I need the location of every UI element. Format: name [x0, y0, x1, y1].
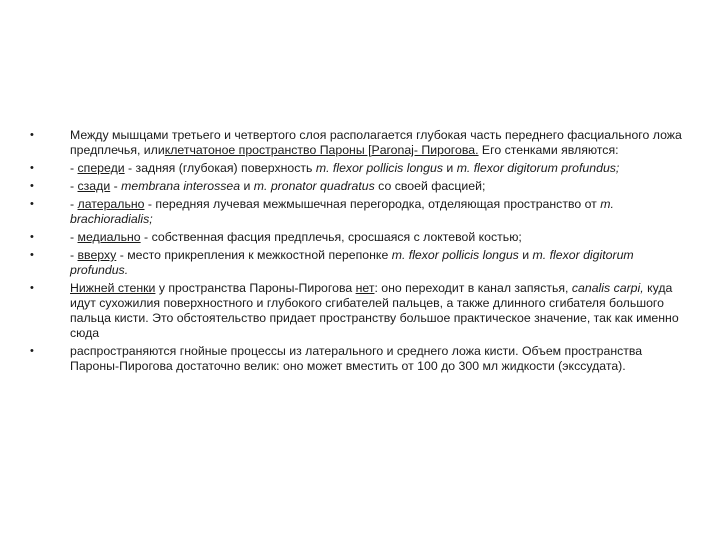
- bullet-icon: •: [30, 162, 34, 174]
- underlined-term: нет: [355, 281, 375, 295]
- list-item: [30, 344, 690, 374]
- underlined-term: сзади: [77, 179, 111, 193]
- bullet-icon: •: [30, 249, 34, 261]
- text: -: [70, 248, 78, 262]
- list-item: [30, 197, 690, 227]
- bullet-icon: •: [30, 282, 34, 294]
- text: -: [70, 197, 78, 211]
- underlined-term: спереди: [77, 161, 125, 175]
- list-item: [30, 161, 690, 176]
- text: Его стенками являются:: [478, 143, 619, 157]
- bullet-icon: •: [30, 198, 34, 210]
- list-item: [30, 179, 690, 194]
- latin-term: m. pronator quadratus: [253, 179, 375, 193]
- latin-term: m. brachioradialis;: [70, 197, 614, 226]
- list-item: [30, 128, 690, 158]
- text: -: [110, 179, 122, 193]
- underlined-term: латерально: [77, 197, 145, 211]
- text: у пространства Пароны-Пирогова: [155, 281, 356, 295]
- underlined-term: медиально: [77, 230, 141, 244]
- text: распространяются гнойные процессы из латерального и среднего ложа кисти. Объем пространства Пароны-Пирогова достаточно велик: оно может вместить от 100 до 300 мл жидкости (экссудата).: [70, 344, 643, 373]
- text: и: [518, 248, 533, 262]
- bullet-icon: •: [30, 231, 34, 243]
- bullet-icon: •: [30, 180, 34, 192]
- latin-term: membrana interossea: [121, 179, 241, 193]
- text: - задняя (глубокая) поверхность: [124, 161, 316, 175]
- text: -: [70, 161, 78, 175]
- text: -: [70, 179, 78, 193]
- text: и: [240, 179, 254, 193]
- text: : оно переходит в канал запястья,: [374, 281, 572, 295]
- list-item: [30, 248, 690, 278]
- list-item: [30, 230, 690, 245]
- latin-term: m. flexor digitorum profundus;: [456, 161, 620, 175]
- text: -: [70, 230, 78, 244]
- latin-term: canalis carpi,: [571, 281, 644, 295]
- text: - передняя лучевая межмышечная перегородка, отделяющая пространство от: [144, 197, 601, 211]
- bullet-icon: •: [30, 345, 34, 357]
- list-item: [30, 281, 690, 341]
- text: Между мышцами третьего и четвертого слоя располагается глубокая часть переднего фасциального ложа предплечья, или: [70, 128, 682, 157]
- text: и: [442, 161, 457, 175]
- latin-term: m. flexor pollicis longus: [315, 161, 443, 175]
- text: со своей фасцией;: [374, 179, 486, 193]
- bullet-list: [30, 128, 690, 377]
- text: - место прикрепления к межкостной перепонке: [116, 248, 392, 262]
- underlined-term: вверху: [77, 248, 117, 262]
- latin-term: m. flexor digitorum profundus.: [70, 248, 634, 277]
- text: - собственная фасция предплечья, сросшаяся с локтевой костью;: [140, 230, 522, 244]
- bullet-icon: •: [30, 129, 34, 141]
- underlined-term: клетчатоное пространство Пароны [Paronaj- Пирогова.: [164, 143, 479, 157]
- latin-term: m. flexor pollicis longus: [391, 248, 519, 262]
- text: куда идут сухожилия поверхностного и глубокого сгибателей пальцев, а также длинного сгибателя большого пальца кисти. Это обстоятельство придает пространству большое практическое значение, так как именно сюда: [70, 281, 679, 340]
- underlined-term: Нижней стенки: [70, 281, 156, 295]
